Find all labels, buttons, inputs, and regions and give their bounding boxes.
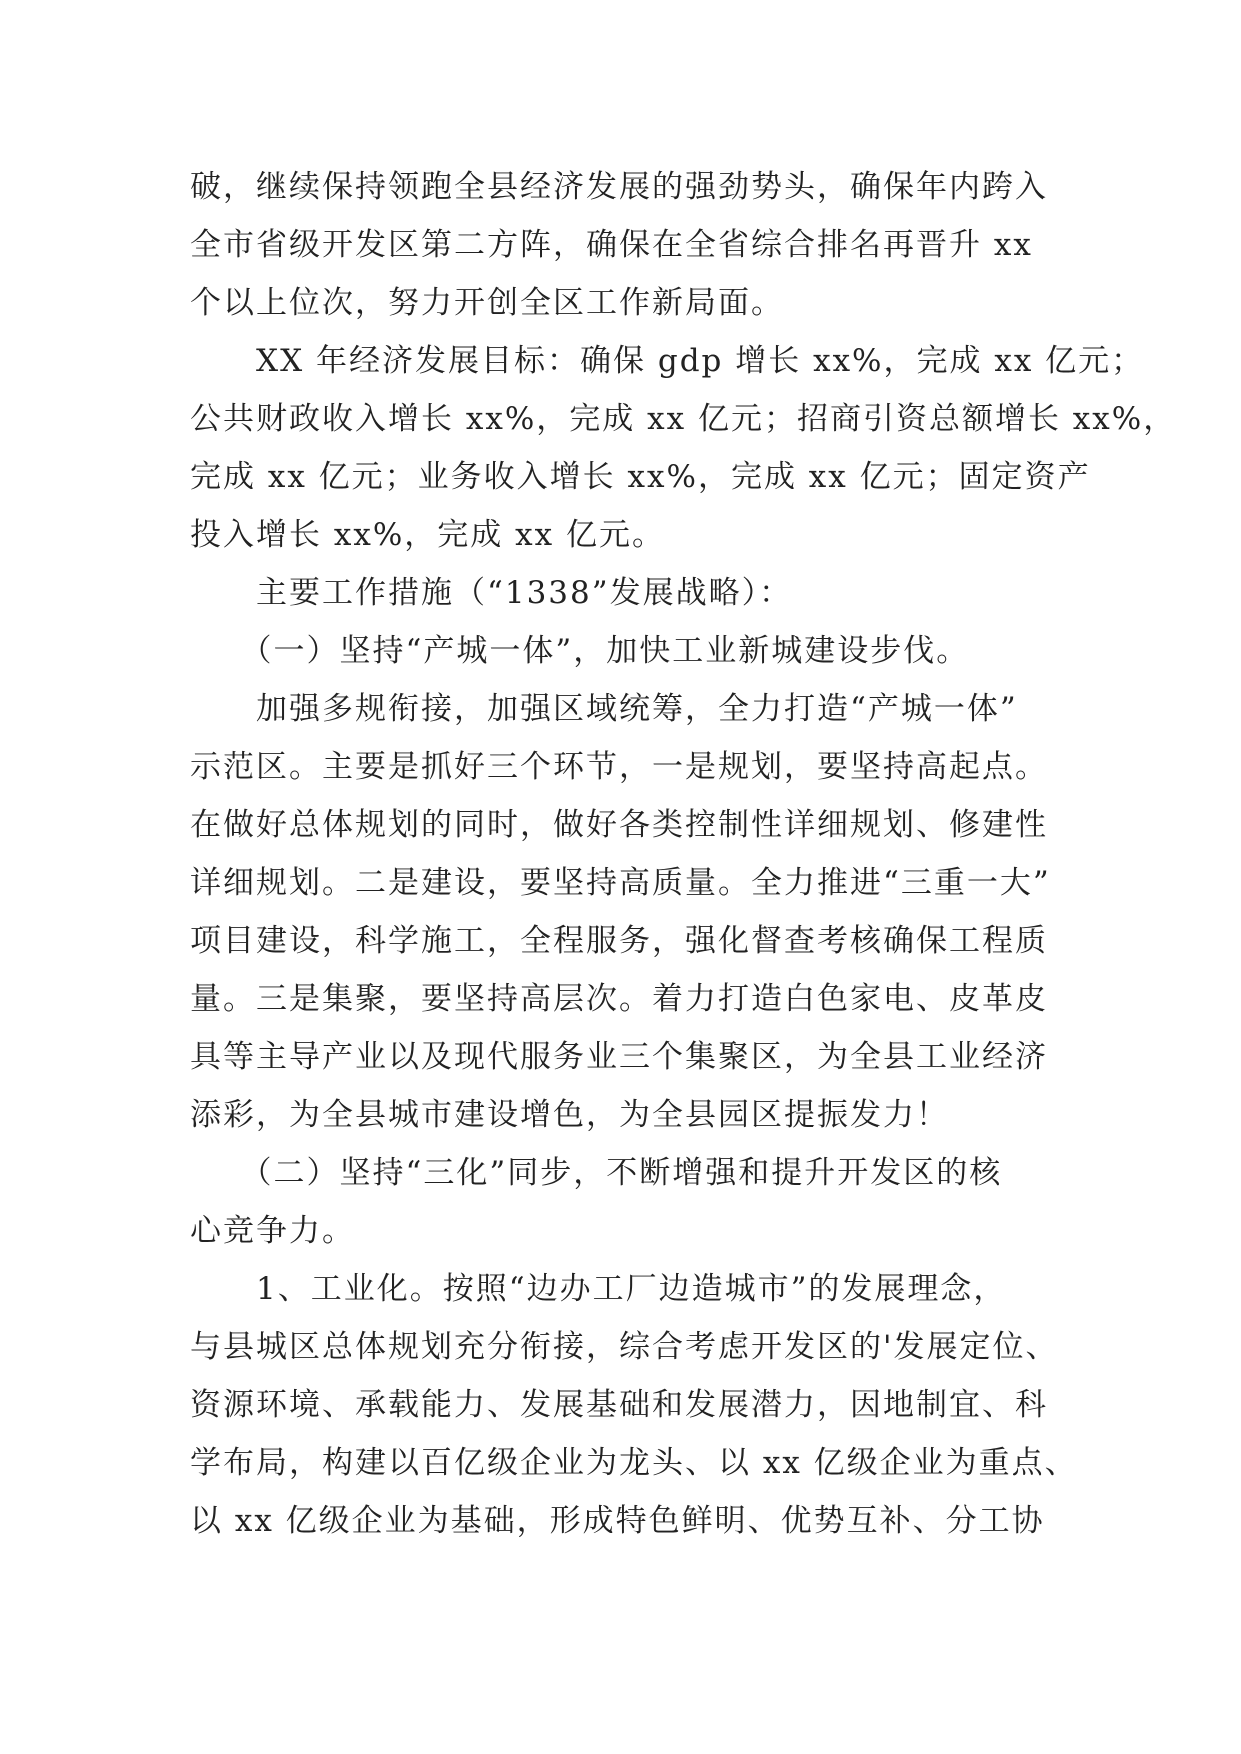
text-line: 公共财政收入增长 xx%，完成 xx 亿元；招商引资总额增长 xx%， [190, 401, 1177, 437]
text-line: 主要工作措施（“1338”发展战略）： [190, 575, 793, 611]
text-line: 具等主导产业以及现代服务业三个集聚区，为全县工业经济 [190, 1039, 1048, 1075]
text-line: 添彩，为全县城市建设增色，为全县园区提振发力！ [190, 1097, 949, 1133]
text-line: XX 年经济发展目标：确保 gdp 增长 xx%，完成 xx 亿元； [190, 343, 1145, 379]
text-line: 项目建设，科学施工，全程服务，强化督查考核确保工程质 [190, 923, 1048, 959]
text-line: 完成 xx 亿元；业务收入增长 xx%，完成 xx 亿元；固定资产 [190, 459, 1091, 495]
text-line: 心竞争力。 [190, 1213, 355, 1249]
text-line: 详细规划。二是建设，要坚持高质量。全力推进“三重一大” [190, 865, 1051, 901]
text-line: （一）坚持“产城一体”，加快工业新城建设步伐。 [190, 633, 970, 669]
text-line: 量。三是集聚，要坚持高层次。着力打造白色家电、皮革皮 [190, 981, 1048, 1017]
text-line: 资源环境、承载能力、发展基础和发展潜力，因地制宜、科 [190, 1387, 1048, 1423]
text-line: 全市省级开发区第二方阵，确保在全省综合排名再晋升 xx [190, 227, 1033, 263]
text-line: 与县城区总体规划充分衔接，综合考虑开发区的'发展定位、 [190, 1329, 1059, 1365]
text-line: 投入增长 xx%，完成 xx 亿元。 [190, 517, 665, 553]
text-line: 示范区。主要是抓好三个环节，一是规划，要坚持高起点。 [190, 749, 1048, 785]
text-line: 以 xx 亿级企业为基础，形成特色鲜明、优势互补、分工协 [190, 1503, 1045, 1539]
text-line: 学布局，构建以百亿级企业为龙头、以 xx 亿级企业为重点、 [190, 1445, 1078, 1481]
document-body [190, 158, 1177, 1550]
text-line: 个以上位次，努力开创全区工作新局面。 [190, 285, 784, 321]
text-line: 1、工业化。按照“边办工厂边造城市”的发展理念， [190, 1271, 1007, 1307]
text-line: （二）坚持“三化”同步，不断增强和提升开发区的核 [190, 1155, 1003, 1191]
text-line: 加强多规衔接，加强区域统筹，全力打造“产城一体” [190, 691, 1018, 727]
text-line: 在做好总体规划的同时，做好各类控制性详细规划、修建性 [190, 807, 1048, 843]
text-line: 破，继续保持领跑全县经济发展的强劲势头，确保年内跨入 [190, 169, 1048, 205]
